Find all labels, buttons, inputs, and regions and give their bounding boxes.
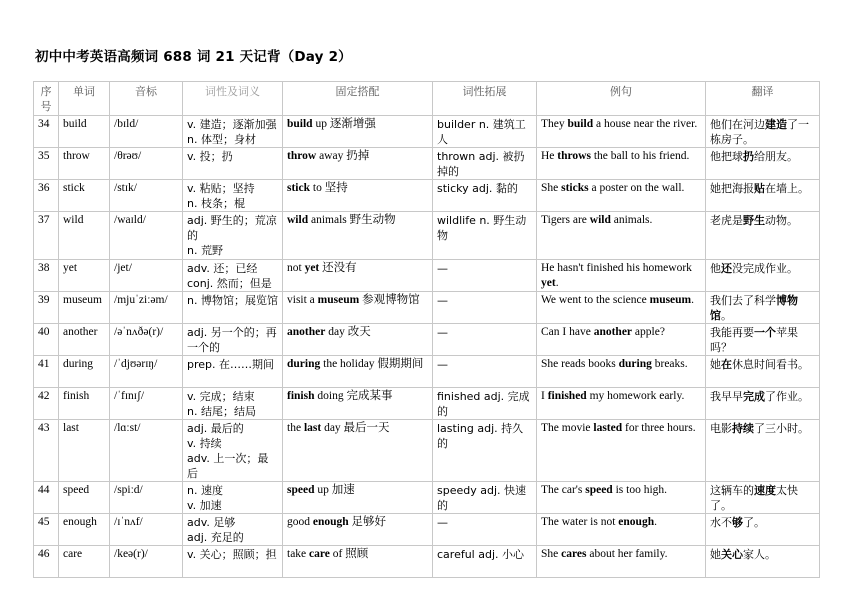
text-segment: the holiday 假期期间 xyxy=(320,358,424,370)
cell-no: 39 xyxy=(34,292,59,324)
text-segment: 了三小时。 xyxy=(754,422,809,435)
cell-extension: — xyxy=(433,292,537,324)
bold-keyword: 完成 xyxy=(743,390,765,403)
pos-line: v. 加速 xyxy=(187,499,222,512)
cell-extension: — xyxy=(433,356,537,388)
cell-extension: speedy adj. 快速的 xyxy=(433,482,537,514)
cell-word: care xyxy=(59,546,110,578)
bold-keyword: build xyxy=(567,118,594,130)
table-row xyxy=(34,180,820,212)
text-segment: 太快了。 xyxy=(710,484,798,512)
text-segment: day 最后一天 xyxy=(321,422,390,434)
table-row xyxy=(34,420,820,482)
pos-line: adj. 另一个的；再一个的 xyxy=(187,326,277,354)
table-row xyxy=(34,148,820,180)
text-segment: for three hours. xyxy=(622,422,696,434)
bold-keyword: 扔 xyxy=(743,150,754,163)
cell-no: 43 xyxy=(34,420,59,482)
cell-word: another xyxy=(59,324,110,356)
cell-example xyxy=(537,212,706,260)
text-segment: 休息时间看书。 xyxy=(732,358,809,371)
text-segment: visit a xyxy=(287,294,318,306)
cell-collocation xyxy=(283,180,433,212)
cell-no: 44 xyxy=(34,482,59,514)
text-segment: a house near the river. xyxy=(593,118,698,130)
text-segment: 。 xyxy=(721,309,732,322)
cell-example xyxy=(537,180,706,212)
cell-word: throw xyxy=(59,148,110,180)
text-segment: up 加速 xyxy=(314,484,355,496)
text-segment: 在墙上。 xyxy=(765,182,809,195)
header-phonetic: 音标 xyxy=(110,82,183,116)
text-segment: up 逐渐增强 xyxy=(312,118,376,130)
pos-line: v. 持续 xyxy=(187,437,222,450)
cell-pos xyxy=(183,420,283,482)
bold-keyword: yet xyxy=(541,277,556,289)
text-segment: Tigers are xyxy=(541,214,590,226)
cell-translation xyxy=(706,388,820,420)
cell-example xyxy=(537,514,706,546)
table-row xyxy=(34,388,820,420)
pos-line: conj. 然而；但是 xyxy=(187,277,272,290)
cell-translation xyxy=(706,356,820,388)
cell-no: 41 xyxy=(34,356,59,388)
cell-translation xyxy=(706,212,820,260)
cell-example xyxy=(537,116,706,148)
cell-pos xyxy=(183,388,283,420)
text-segment: breaks. xyxy=(651,358,688,370)
cell-collocation xyxy=(283,420,433,482)
text-segment: 她把海报 xyxy=(710,182,754,195)
cell-phonetic: /stɪk/ xyxy=(110,180,183,212)
text-segment: 了作业。 xyxy=(765,390,809,403)
header-extension: 词性拓展 xyxy=(433,82,537,116)
cell-example xyxy=(537,546,706,578)
cell-extension: — xyxy=(433,260,537,292)
text-segment: 苹果吗？ xyxy=(710,326,798,354)
cell-example xyxy=(537,388,706,420)
text-segment: Can I have xyxy=(541,326,594,338)
bold-keyword: museum xyxy=(317,294,360,306)
header-word: 单词 xyxy=(59,82,110,116)
cell-pos xyxy=(183,180,283,212)
cell-example xyxy=(537,324,706,356)
text-segment: The water is not xyxy=(541,516,619,528)
bold-keyword: museum xyxy=(649,294,692,306)
text-segment: 没完成作业。 xyxy=(732,262,798,275)
text-segment: . xyxy=(555,277,559,289)
text-segment: 动物。 xyxy=(765,214,798,227)
pos-line: adv. 上一次；最后 xyxy=(187,452,269,480)
text-segment: not xyxy=(287,262,305,274)
text-segment: 参观博物馆 xyxy=(359,294,420,306)
text-segment: 她 xyxy=(710,548,721,561)
bold-keyword: throw xyxy=(287,150,317,162)
pos-line: n. 结尾；结局 xyxy=(187,405,256,418)
bold-keyword: enough xyxy=(312,516,349,528)
cell-extension: careful adj. 小心 xyxy=(433,546,537,578)
pos-line: adj. 野生的；荒凉的 xyxy=(187,214,277,242)
table-row xyxy=(34,212,820,260)
text-segment: 他把球 xyxy=(710,150,743,163)
text-segment: good xyxy=(287,516,313,528)
bold-keyword: finished xyxy=(547,390,587,402)
cell-extension: lasting adj. 持久的 xyxy=(433,420,537,482)
cell-word: speed xyxy=(59,482,110,514)
cell-word: stick xyxy=(59,180,110,212)
cell-collocation xyxy=(283,212,433,260)
cell-translation xyxy=(706,420,820,482)
cell-extension: finished adj. 完成的 xyxy=(433,388,537,420)
cell-word: wild xyxy=(59,212,110,260)
cell-word: last xyxy=(59,420,110,482)
bold-keyword: 还 xyxy=(721,262,732,275)
table-row xyxy=(34,546,820,578)
cell-no: 37 xyxy=(34,212,59,260)
text-segment: 我能再要 xyxy=(710,326,754,339)
cell-word: finish xyxy=(59,388,110,420)
text-segment: animals 野生动物 xyxy=(308,214,396,226)
bold-keyword: lasted xyxy=(593,422,623,434)
bold-keyword: throws xyxy=(557,150,591,162)
bold-keyword: 野生 xyxy=(743,214,765,227)
pos-line: adj. 充足的 xyxy=(187,531,244,544)
text-segment: 还没有 xyxy=(319,262,357,274)
table-body xyxy=(34,116,820,578)
cell-collocation xyxy=(283,514,433,546)
text-segment: 足够好 xyxy=(348,516,387,528)
bold-keyword: during xyxy=(618,358,652,370)
text-segment: They xyxy=(541,118,568,130)
bold-keyword: 持续 xyxy=(732,422,754,435)
cell-translation xyxy=(706,116,820,148)
cell-phonetic: /θrəʊ/ xyxy=(110,148,183,180)
cell-pos xyxy=(183,482,283,514)
text-segment: 了一栋房子。 xyxy=(710,118,809,146)
cell-translation xyxy=(706,546,820,578)
text-segment: of 照顾 xyxy=(329,548,369,560)
text-segment: She xyxy=(541,182,562,194)
cell-example xyxy=(537,482,706,514)
pos-line: adv. 足够 xyxy=(187,516,236,529)
cell-word: yet xyxy=(59,260,110,292)
bold-keyword: cares xyxy=(561,548,587,560)
cell-collocation xyxy=(283,292,433,324)
text-segment: 水不 xyxy=(710,516,732,529)
cell-no: 42 xyxy=(34,388,59,420)
cell-example xyxy=(537,260,706,292)
pos-line: n. 枝条；棍 xyxy=(187,197,245,210)
pos-line: v. 完成；结束 xyxy=(187,390,255,403)
text-segment: He hasn't finished his homework xyxy=(541,262,692,274)
text-segment: 我们去了科学 xyxy=(710,294,776,307)
bold-keyword: stick xyxy=(287,182,310,194)
text-segment: my homework early. xyxy=(586,390,685,402)
text-segment: to 坚持 xyxy=(310,182,348,194)
bold-keyword: finish xyxy=(287,390,315,402)
cell-extension: — xyxy=(433,514,537,546)
header-no: 序号 xyxy=(34,82,59,116)
cell-translation xyxy=(706,260,820,292)
text-segment: I xyxy=(541,390,548,402)
pos-line: v. 投；扔 xyxy=(187,150,233,163)
bold-keyword: enough xyxy=(618,516,655,528)
text-segment: She reads books xyxy=(541,358,619,370)
cell-phonetic: /əˈnʌðə(r)/ xyxy=(110,324,183,356)
cell-example xyxy=(537,148,706,180)
table-row xyxy=(34,356,820,388)
cell-word: enough xyxy=(59,514,110,546)
bold-keyword: sticks xyxy=(561,182,589,194)
text-segment: apple? xyxy=(632,326,665,338)
cell-extension: builder n. 建筑工人 xyxy=(433,116,537,148)
cell-collocation xyxy=(283,116,433,148)
cell-translation xyxy=(706,180,820,212)
bold-keyword: wild xyxy=(589,214,611,226)
vocab-table xyxy=(33,81,820,578)
cell-pos xyxy=(183,260,283,292)
text-segment: 他 xyxy=(710,262,721,275)
bold-keyword: build xyxy=(287,118,313,130)
cell-translation xyxy=(706,482,820,514)
text-segment: 我早早 xyxy=(710,390,743,403)
text-segment: We went to the science xyxy=(541,294,650,306)
cell-no: 38 xyxy=(34,260,59,292)
cell-collocation xyxy=(283,546,433,578)
cell-example xyxy=(537,356,706,388)
cell-pos xyxy=(183,514,283,546)
bold-keyword: another xyxy=(593,326,633,338)
bold-keyword: speed xyxy=(585,484,613,496)
text-segment: a poster on the wall. xyxy=(588,182,685,194)
text-segment: 她 xyxy=(710,358,721,371)
text-segment: animals. xyxy=(610,214,653,226)
text-segment: The movie xyxy=(541,422,594,434)
pos-line: v. 建造；逐渐加强 xyxy=(187,118,277,131)
cell-phonetic: /spiːd/ xyxy=(110,482,183,514)
text-segment: the ball to his friend. xyxy=(590,150,690,162)
cell-collocation xyxy=(283,356,433,388)
table-row xyxy=(34,514,820,546)
bold-keyword: speed xyxy=(287,484,315,496)
cell-phonetic: /waɪld/ xyxy=(110,212,183,260)
text-segment: She xyxy=(541,548,562,560)
text-segment: 他们在河边 xyxy=(710,118,765,131)
cell-pos xyxy=(183,116,283,148)
text-segment: about her family. xyxy=(586,548,668,560)
page-title: 初中中考英语高频词 688 词 21 天记背（Day 2） xyxy=(35,49,352,65)
text-segment: is too high. xyxy=(612,484,668,496)
bold-keyword: 贴 xyxy=(754,182,765,195)
bold-keyword: 一个 xyxy=(754,326,776,339)
pos-line: v. 粘贴；坚持 xyxy=(187,182,255,195)
text-segment: 了。 xyxy=(743,516,765,529)
cell-collocation xyxy=(283,324,433,356)
cell-word: build xyxy=(59,116,110,148)
cell-no: 36 xyxy=(34,180,59,212)
cell-pos xyxy=(183,324,283,356)
cell-translation xyxy=(706,148,820,180)
bold-keyword: 建造 xyxy=(765,118,787,131)
bold-keyword: during xyxy=(287,358,321,370)
cell-no: 45 xyxy=(34,514,59,546)
cell-pos xyxy=(183,356,283,388)
header-example: 例句 xyxy=(537,82,706,116)
table-row xyxy=(34,324,820,356)
bold-keyword: 在 xyxy=(721,358,732,371)
bold-keyword: last xyxy=(303,422,322,434)
cell-pos xyxy=(183,546,283,578)
bold-keyword: 博物馆 xyxy=(710,294,798,322)
cell-collocation xyxy=(283,388,433,420)
header-pos: 词性及词义 xyxy=(183,82,283,116)
header-translation: 翻译 xyxy=(706,82,820,116)
text-segment: doing 完成某事 xyxy=(314,390,393,402)
bold-keyword: another xyxy=(287,326,326,338)
text-segment: 老虎是 xyxy=(710,214,743,227)
text-segment: take xyxy=(287,548,310,560)
cell-pos xyxy=(183,148,283,180)
cell-phonetic: /mjuˈziːəm/ xyxy=(110,292,183,324)
cell-no: 34 xyxy=(34,116,59,148)
table-row xyxy=(34,260,820,292)
bold-keyword: yet xyxy=(304,262,320,274)
table-row xyxy=(34,292,820,324)
cell-example xyxy=(537,420,706,482)
bold-keyword: wild xyxy=(287,214,309,226)
text-segment: 给朋友。 xyxy=(754,150,798,163)
cell-extension: — xyxy=(433,324,537,356)
cell-extension: wildlife n. 野生动物 xyxy=(433,212,537,260)
bold-keyword: care xyxy=(309,548,330,560)
table-header-row xyxy=(34,82,820,116)
cell-extension: sticky adj. 黏的 xyxy=(433,180,537,212)
bold-keyword: 关心 xyxy=(721,548,743,561)
cell-word: museum xyxy=(59,292,110,324)
cell-extension: thrown adj. 被扔掉的 xyxy=(433,148,537,180)
cell-no: 35 xyxy=(34,148,59,180)
cell-example xyxy=(537,292,706,324)
cell-pos xyxy=(183,212,283,260)
cell-phonetic: /ɪˈnʌf/ xyxy=(110,514,183,546)
pos-line: n. 博物馆；展览馆 xyxy=(187,294,278,307)
cell-word: during xyxy=(59,356,110,388)
pos-line: n. 速度 xyxy=(187,484,223,497)
cell-collocation xyxy=(283,482,433,514)
cell-no: 46 xyxy=(34,546,59,578)
text-segment: the xyxy=(287,422,304,434)
text-segment: day 改天 xyxy=(325,326,371,338)
cell-no: 40 xyxy=(34,324,59,356)
cell-phonetic: /bɪld/ xyxy=(110,116,183,148)
text-segment: . xyxy=(691,294,695,306)
cell-phonetic: /ˈdjʊərɪŋ/ xyxy=(110,356,183,388)
cell-pos xyxy=(183,292,283,324)
header-collocation: 固定搭配 xyxy=(283,82,433,116)
pos-line: n. 荒野 xyxy=(187,244,223,257)
table-row xyxy=(34,116,820,148)
cell-phonetic: /lɑːst/ xyxy=(110,420,183,482)
cell-translation xyxy=(706,292,820,324)
text-segment: The car's xyxy=(541,484,586,496)
pos-line: n. 体型；身材 xyxy=(187,133,256,146)
text-segment: He xyxy=(541,150,558,162)
text-segment: . xyxy=(654,516,657,528)
cell-collocation xyxy=(283,148,433,180)
bold-keyword: 够 xyxy=(732,516,743,529)
table-row xyxy=(34,482,820,514)
text-segment: 电影 xyxy=(710,422,732,435)
pos-line: adv. 还；已经 xyxy=(187,262,258,275)
cell-translation xyxy=(706,324,820,356)
pos-line: v. 关心；照顾；担 xyxy=(187,548,277,561)
cell-phonetic: /jet/ xyxy=(110,260,183,292)
pos-line: adj. 最后的 xyxy=(187,422,244,435)
cell-translation xyxy=(706,514,820,546)
text-segment: 家人。 xyxy=(743,548,776,561)
pos-line: prep. 在……期间 xyxy=(187,358,275,371)
cell-phonetic: /keə(r)/ xyxy=(110,546,183,578)
cell-phonetic: /ˈfɪnɪʃ/ xyxy=(110,388,183,420)
text-segment: 这辆车的 xyxy=(710,484,754,497)
cell-collocation xyxy=(283,260,433,292)
bold-keyword: 速度 xyxy=(754,484,776,497)
text-segment: away 扔掉 xyxy=(316,150,370,162)
